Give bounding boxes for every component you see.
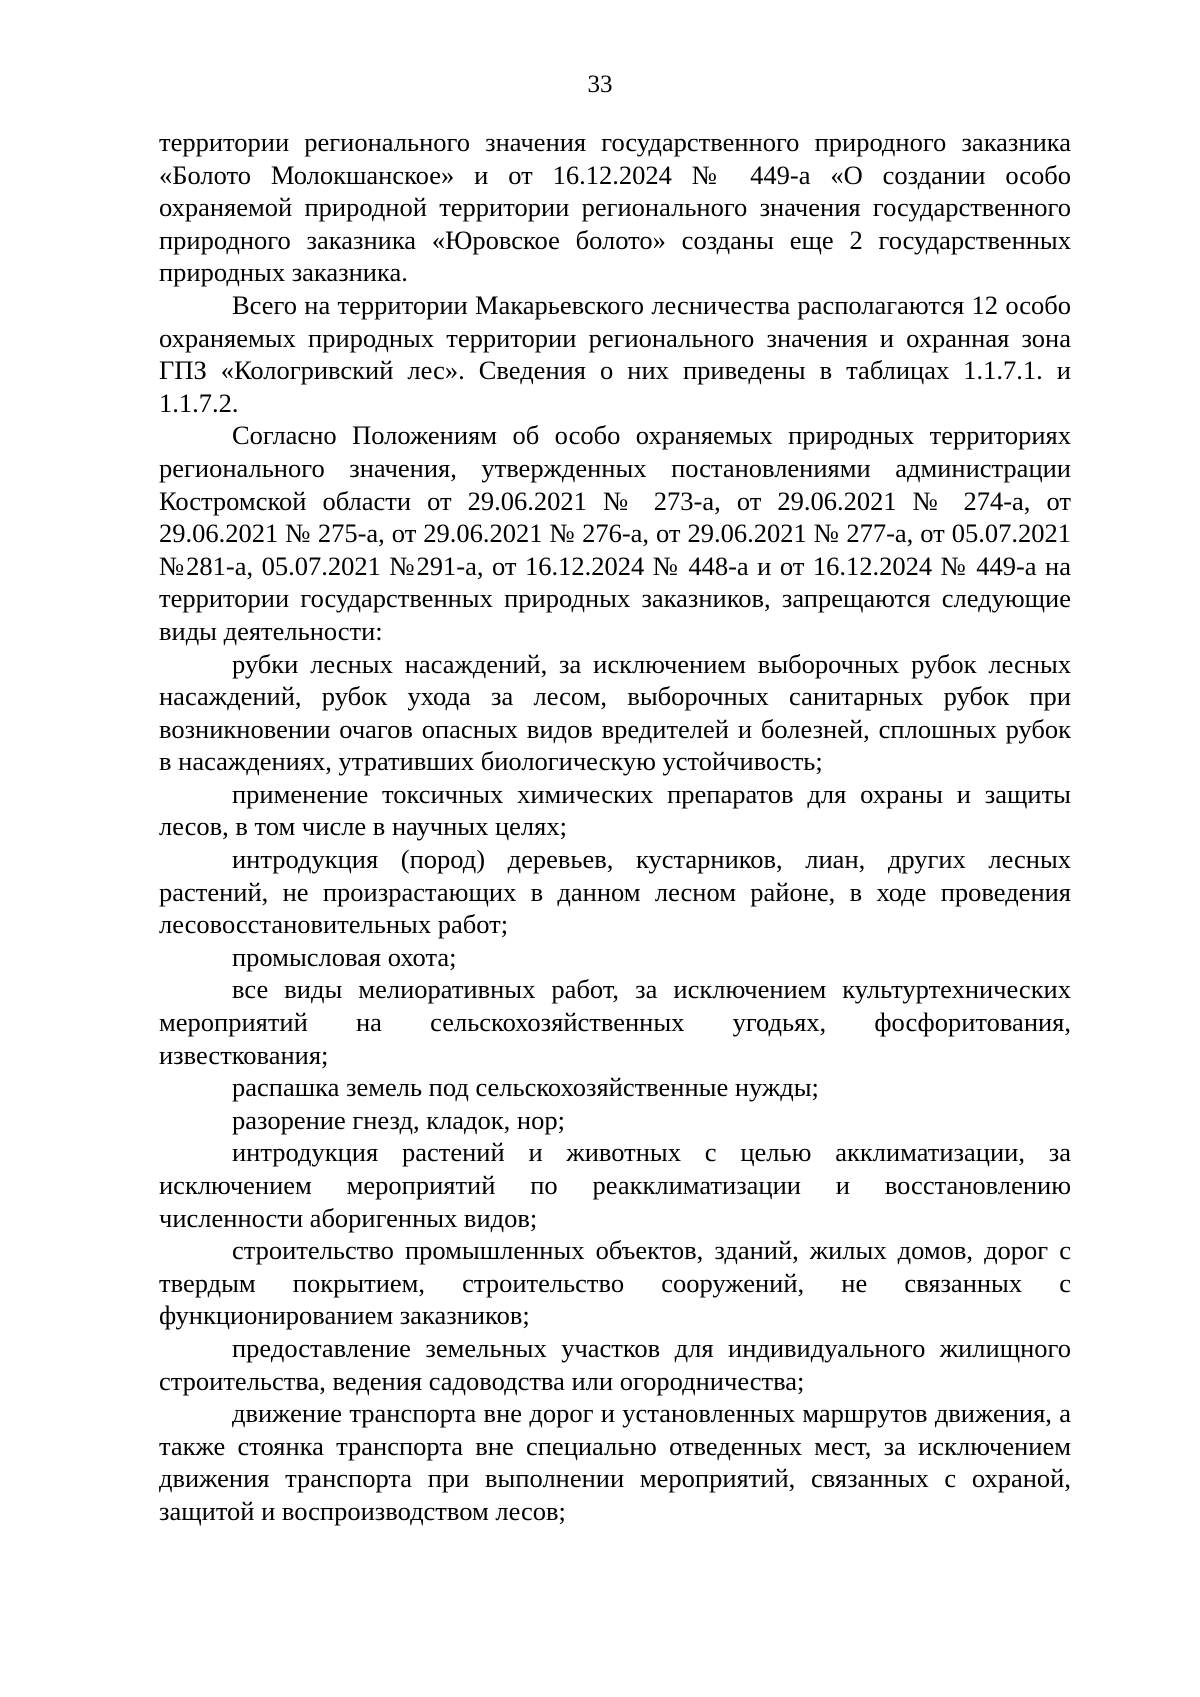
list-item-chemicals: применение токсичных химических препаратов для охраны и защиты лесов, в том числе в научных целях; <box>159 778 1071 842</box>
list-item-melioration: все виды мелиоративных работ, за исключением культуртехнических мероприятий на сельскохозяйственных угодьях, фосфоритования, известкования; <box>159 974 1071 1070</box>
list-item-transport: движение транспорта вне дорог и установленных маршрутов движения, а также стоянка транспорта вне специально отведенных мест, за исключением движения транспорта при выполнении мероприятий, связанных с охраной, защитой и воспроизводством лесов; <box>159 1398 1071 1526</box>
list-item-hunting: промысловая охота; <box>232 941 457 972</box>
list-item-construction: строительство промышленных объектов, зданий, жилых домов, дорог с твердым покрытием, строительство сооружений, не связанных с функционированием заказников; <box>159 1235 1071 1331</box>
list-item-acclimatization: интродукция растений и животных с целью акклиматизации, за исключением мероприятий по реакклиматизации и восстановлению численности аборигенных видов; <box>159 1137 1071 1233</box>
paragraph-regulations: Согласно Положениям об особо охраняемых природных территориях регионального значения, утвержденных постановлениями администрации Костромской области от 29.06.2021 № 273-а, от 29.06.2021 № 274-а, от 29.06.2021 № 275-а, от 29.06.2021 № 276-а, от 29.06.2021 № 277-а, от 05.07.2021 №281-а, 05.07.2021 №291-а, от 16.12.2024 № 448-а и от 16.12.2024 № 449-а на территории государственных природных заказников, запрещаются следующие виды деятельности: <box>159 420 1071 646</box>
document-body <box>159 126 1071 1528</box>
page-number: 33 <box>587 71 613 98</box>
list-item-land-plots: предоставление земельных участков для индивидуального жилищного строительства, ведения садоводства или огородничества; <box>159 1332 1071 1396</box>
paragraph-protected-areas-count: Всего на территории Макарьевского лесничества располагаются 12 особо охраняемых природных территории регионального значения и охранная зона ГПЗ «Кологривский лес». Сведения о них приведены в таблицах 1.1.7.1. и 1.1.7.2. <box>159 289 1071 418</box>
list-item-logging: рубки лесных насаждений, за исключением выборочных рубок лесных насаждений, рубок ухода за лесом, выборочных санитарных рубок при возникновении очагов опасных видов вредителей и болезней, сплошных рубок в насаждениях, утративших биологическую устойчивость; <box>159 648 1071 777</box>
paragraph-continuation: территории регионального значения государственного природного заказника «Болото Молокшанское» и от 16.12.2024 № 449-а «О создании особо охраняемой природной территории регионального значения государственного природного заказника «Юровское болото» созданы еще 2 государственных природных заказника. <box>159 127 1071 288</box>
list-item-nests: разорение гнезд, кладок, нор; <box>232 1104 565 1135</box>
list-item-plowing: распашка земель под сельскохозяйственные нужды; <box>232 1072 819 1103</box>
list-item-introduction-plants: интродукция (пород) деревьев, кустарников, лиан, других лесных растений, не произрастающих в данном лесном районе, в ходе проведения лесовосстановительных работ; <box>159 844 1071 940</box>
